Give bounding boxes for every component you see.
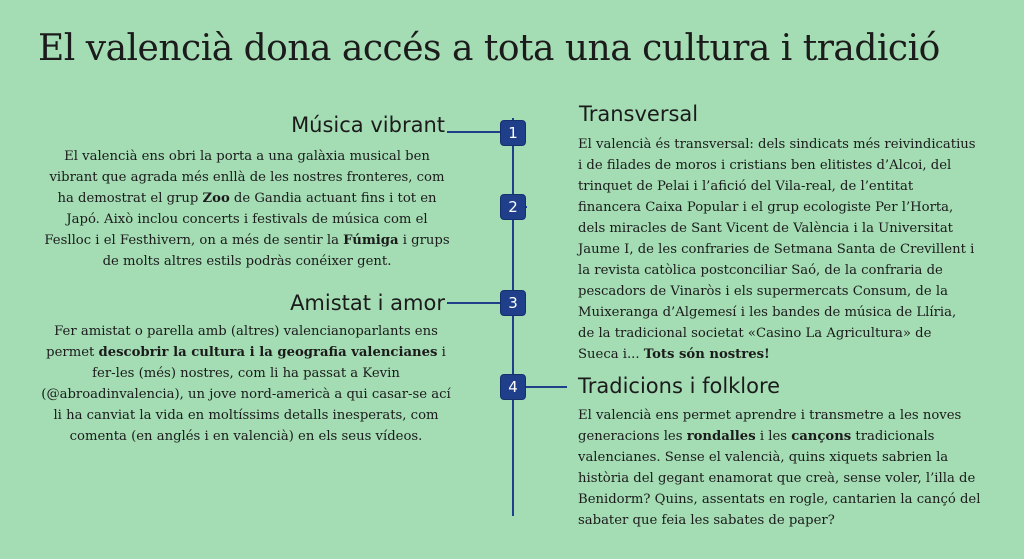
text-span: de Gandia actuant fins i tot en Japó. Això inclou concerts i festivals de música com el Feslloc i el Festhivern, on a més de sentir la [44,191,437,248]
text-span: El valencià ens obri la porta a una galàxia musical ben vibrant que agrada més enllà de les nostres fronteres, com ha demostrat el grup [49,149,445,206]
paragraph-tradicions-folklore [578,405,988,531]
text-span: i les [755,429,792,444]
paragraph-musica-vibrant [44,146,450,272]
heading-tradicions-folklore: Tradicions i folklore [578,374,781,398]
heading-transversal: Transversal [579,102,699,126]
text-span: i grups de molts altres estils podràs conéixer gent. [102,233,450,269]
highlight-zoo: Zoo [202,191,230,206]
text-span: Fer amistat o parella amb (altres) valencianoparlants ens permet [46,324,438,360]
highlight-descobrir: descobrir la cultura i la geografia valencianes [98,345,438,360]
text-span: i fer-les (més) nostres, com li ha passat a Kevin (@abroadinvalencia), un jove nord-americà a qui casar-se ací li ha canviat la vida en moltíssims detalls inesperats, com comenta (en anglés i en valencià) en els seus vídeos. [41,345,451,444]
timeline-node-2: 2 [500,194,526,220]
text-span: tradicionals valencianes. Sense el valencià, quins xiquets sabrien la història del gegant enamorat que creà, sense voler, l’illa de Benidorm? Quins, assentats en rogle, cantarien la cançó del sabater que feia les sabates de paper? [578,429,981,528]
timeline-node-1: 1 [500,120,526,146]
heading-amistat-amor: Amistat i amor [290,291,445,315]
paragraph-transversal [578,134,976,365]
text-span: El valencià és transversal: dels sindicats més reivindicatius i de filades de moros i cristians ben elitistes d’Alcoi, del trinquet de Pelai i l’afició del Vila-real, de l’entitat financera Caixa Popular i el grup ecologiste Per l’Horta, dels miracles de Sant Vicent de València i la Universitat Jaume I, de les confraries de Setmana Santa de Crevillent i la revista catòlica postconciliar Saó, de la confraria de pescadors de Vinaròs i els supermercats Consum, de la Muixeranga d’Algemesí i les bandes de música de Llíria, de la tradicional societat «Casino La Agricultura» de Sueca i... [578,137,976,362]
highlight-cancons: cançons [791,429,852,444]
timeline-node-3: 3 [500,290,526,316]
text-span: El valencià ens permet aprendre i transmetre a les noves generacions les [578,408,962,444]
timeline-node-4: 4 [500,374,526,400]
highlight-rondalles: rondalles [686,429,756,444]
highlight-tots-son-nostres: Tots són nostres! [643,347,770,362]
heading-musica-vibrant: Música vibrant [291,113,445,137]
timeline-line [512,118,514,516]
paragraph-amistat-amor [40,321,452,447]
page-title: El valencià dona accés a tota una cultura i tradició [38,28,940,69]
highlight-fumiga: Fúmiga [343,233,399,248]
